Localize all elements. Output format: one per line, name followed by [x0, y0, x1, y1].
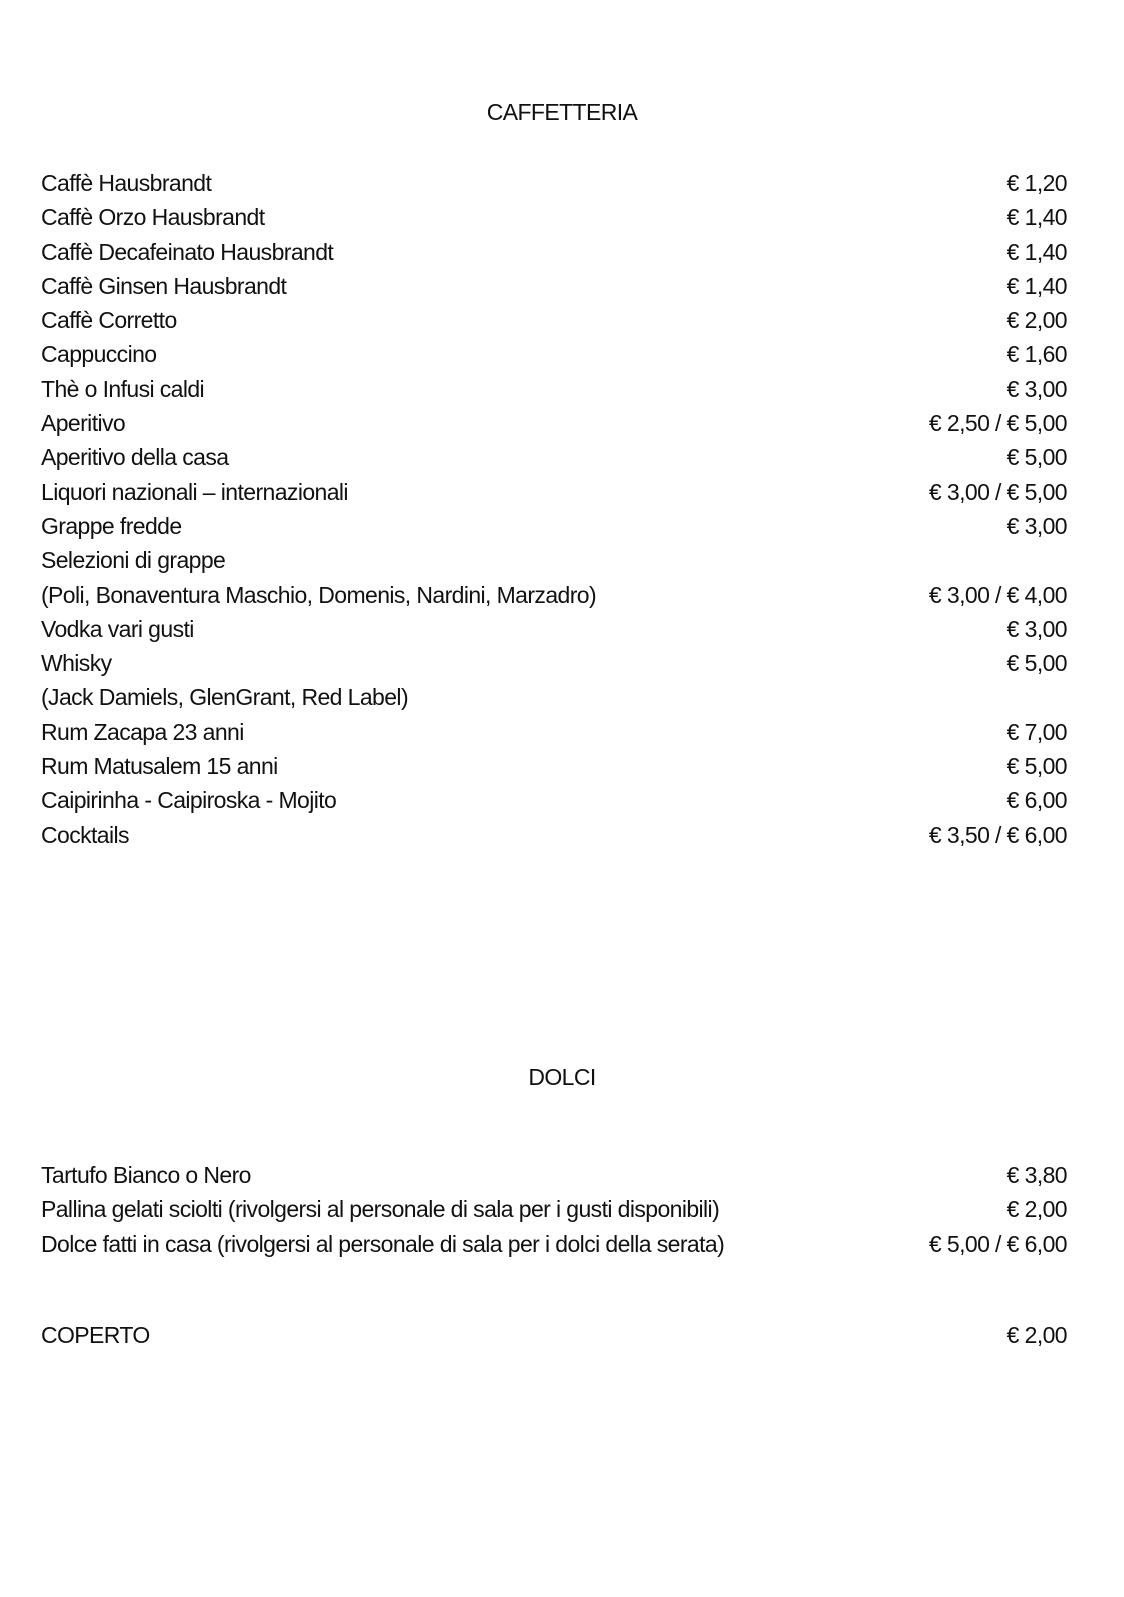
item-price: € 2,00 [1006, 307, 1067, 334]
item-name: Tartufo Bianco o Nero [41, 1162, 251, 1188]
item-name: (Jack Damiels, GlenGrant, Red Label) [41, 684, 408, 711]
menu-item [41, 509, 1067, 543]
item-price: € 1,40 [1006, 238, 1067, 265]
item-name: Aperitivo [41, 410, 126, 437]
menu-item [41, 646, 1067, 680]
item-name: Cocktails [41, 821, 129, 848]
item-name: Cappuccino [41, 341, 157, 368]
item-price: € 1,60 [1006, 341, 1067, 368]
menu-item [41, 406, 1067, 440]
item-name: Grappe fredde [41, 512, 182, 539]
menu-item [41, 1158, 1067, 1192]
item-price: € 5,00 [1006, 753, 1067, 780]
item-price: € 5,00 / € 6,00 [928, 1230, 1067, 1257]
menu-item [41, 235, 1067, 269]
menu-item [41, 578, 1067, 612]
item-name: Selezioni di grappe [41, 547, 226, 574]
item-price: € 3,50 / € 6,00 [928, 821, 1067, 848]
coperto-label: COPERTO [41, 1322, 150, 1348]
item-price: € 5,00 [1006, 650, 1067, 677]
item-price: € 2,50 / € 5,00 [928, 410, 1067, 437]
item-price: € 1,20 [1006, 170, 1067, 196]
item-name: Pallina gelati sciolti (rivolgersi al personale di sala per i gusti disponibili) [41, 1196, 720, 1223]
item-name: Caffè Hausbrandt [41, 170, 212, 196]
item-name: Caipirinha - Caipiroska - Mojito [41, 787, 337, 814]
item-name: Caffè Decafeinato Hausbrandt [41, 238, 334, 265]
item-name: Whisky [41, 650, 112, 677]
coperto-row [41, 1318, 1067, 1352]
item-name: Rum Matusalem 15 anni [41, 753, 278, 780]
item-price: € 6,00 [1006, 787, 1067, 814]
menu-item [41, 337, 1067, 371]
item-name: Vodka vari gusti [41, 615, 194, 642]
menu-item [41, 612, 1067, 646]
coperto-price: € 2,00 [1006, 1322, 1067, 1348]
item-price: € 7,00 [1006, 718, 1067, 745]
item-name: Thè o Infusi caldi [41, 375, 205, 402]
item-price: € 1,40 [1006, 204, 1067, 231]
menu-item [41, 372, 1067, 406]
item-name: (Poli, Bonaventura Maschio, Domenis, Nardini, Marzadro) [41, 581, 597, 608]
dolci-list [41, 1158, 1067, 1261]
item-price: € 3,00 / € 5,00 [928, 478, 1067, 505]
item-price: € 2,00 [1006, 1196, 1067, 1223]
menu-item [41, 166, 1067, 200]
item-price: € 5,00 [1006, 444, 1067, 471]
menu-item [41, 1227, 1067, 1261]
item-price: € 3,80 [1006, 1162, 1067, 1188]
item-name: Aperitivo della casa [41, 444, 229, 471]
menu-item [41, 440, 1067, 474]
item-name: Caffè Orzo Hausbrandt [41, 204, 265, 231]
item-price: € 3,00 / € 4,00 [928, 581, 1067, 608]
menu-item [41, 200, 1067, 234]
menu-item [41, 543, 1067, 577]
menu-item [41, 749, 1067, 783]
item-price: € 1,40 [1006, 272, 1067, 299]
menu-item [41, 303, 1067, 337]
section-title-dolci: DOLCI [528, 1064, 596, 1090]
menu-item [41, 818, 1067, 852]
item-name: Dolce fatti in casa (rivolgersi al personale di sala per i dolci della serata) [41, 1230, 725, 1257]
caffetteria-list [41, 166, 1067, 852]
item-name: Caffè Corretto [41, 307, 177, 334]
menu-item [41, 269, 1067, 303]
item-price: € 3,00 [1006, 375, 1067, 402]
item-name: Caffè Ginsen Hausbrandt [41, 272, 287, 299]
menu-item [41, 715, 1067, 749]
menu-item [41, 1192, 1067, 1226]
item-price: € 3,00 [1006, 512, 1067, 539]
menu-item [41, 475, 1067, 509]
item-name: Liquori nazionali – internazionali [41, 478, 348, 505]
menu-item [41, 783, 1067, 817]
section-title-caffetteria: CAFFETTERIA [486, 99, 638, 125]
item-price: € 3,00 [1006, 615, 1067, 642]
coperto-list [41, 1318, 1067, 1352]
menu-item [41, 680, 1067, 714]
item-name: Rum Zacapa 23 anni [41, 718, 244, 745]
